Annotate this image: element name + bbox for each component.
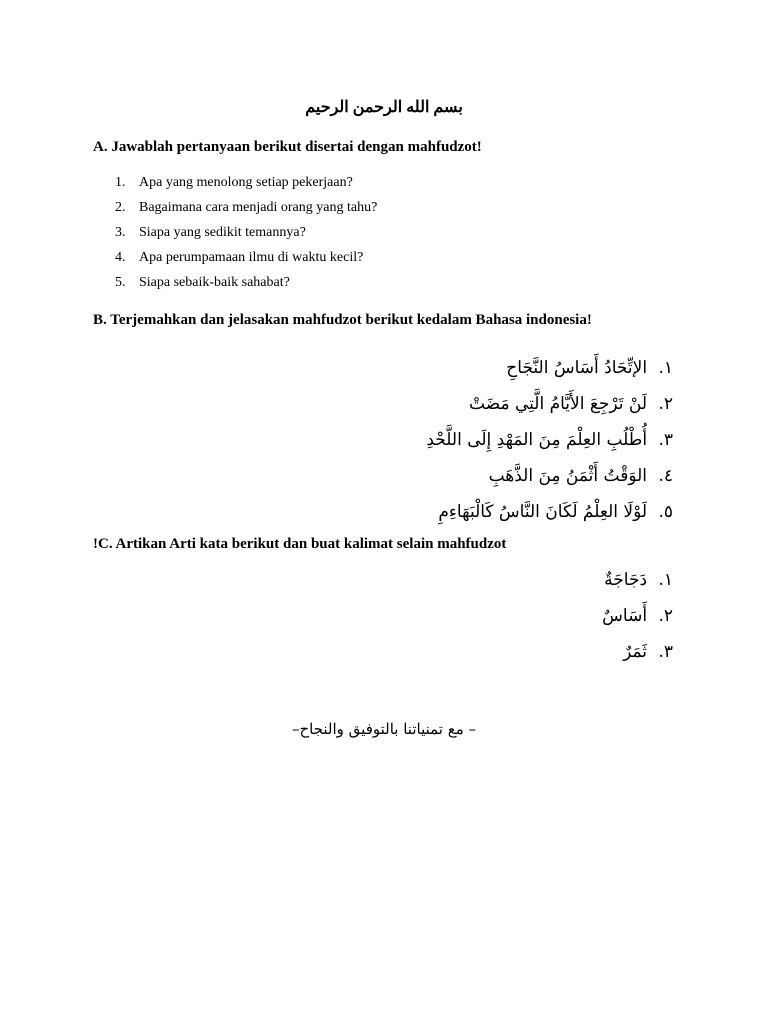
item-number: ٣.: [658, 642, 673, 662]
closing-wish: – مع تمنياتنا بالتوفيق والنجاح–: [291, 720, 477, 738]
item-number: ٣.: [658, 430, 673, 450]
section-c-heading: !C. Artikan Arti kata berikut dan buat kalimat selain mahfudzot: [93, 536, 507, 552]
list-item: [426, 390, 673, 426]
list-item: [115, 274, 377, 299]
question-number: 1.: [115, 175, 126, 190]
list-item: [426, 498, 673, 534]
arabic-text: أُطْلُبِ العِلْمَ مِنَ المَهْدِ إِلَى اللَّحْدِ: [426, 430, 648, 450]
question-text: Siapa yang sedikit temannya?: [139, 225, 306, 240]
question-number: 2.: [115, 200, 126, 215]
section-c-vocabulary-list: [602, 566, 673, 674]
list-item: [115, 249, 377, 274]
list-item: [115, 224, 377, 249]
arabic-word: دَجَاجَةٌ: [604, 570, 648, 590]
list-item: [426, 354, 673, 390]
item-number: ٤.: [658, 466, 673, 486]
arabic-text: لَوْلَا العِلْمُ لَكَانَ النَّاسُ كَالْبَهَاءِمِ: [438, 502, 648, 522]
list-item: [602, 566, 673, 602]
question-text: Siapa sebaik-baik sahabat?: [139, 275, 290, 290]
list-item: [602, 602, 673, 638]
list-item: [115, 174, 377, 199]
question-number: 5.: [115, 275, 126, 290]
question-text: Bagaimana cara menjadi orang yang tahu?: [139, 200, 378, 215]
list-item: [426, 426, 673, 462]
arabic-word: ثَمَرٌ: [623, 642, 648, 662]
question-text: Apa perumpamaan ilmu di waktu kecil?: [139, 250, 364, 265]
list-item: [115, 199, 377, 224]
list-item: [426, 462, 673, 498]
arabic-word: أَسَاسٌ: [602, 606, 648, 626]
arabic-text: الإتِّحَادُ أَسَاسُ النَّجَاحِ: [506, 358, 648, 378]
basmalah-title: بسم الله الرحمن الرحيم: [305, 99, 463, 116]
item-number: ٥.: [658, 502, 673, 522]
item-number: ٢.: [658, 606, 673, 626]
question-number: 3.: [115, 225, 126, 240]
section-a-heading: A. Jawablah pertanyaan berikut disertai dengan mahfudzot!: [93, 139, 482, 155]
item-number: ١.: [658, 570, 673, 590]
question-text: Apa yang menolong setiap pekerjaan?: [139, 175, 353, 190]
list-item: [602, 638, 673, 674]
section-a-question-list: [115, 174, 377, 299]
section-b-heading: B. Terjemahkan dan jelasakan mahfudzot berikut kedalam Bahasa indonesia!: [93, 312, 592, 328]
question-number: 4.: [115, 250, 126, 265]
arabic-text: الوَقْتُ أَثْمَنُ مِنَ الذَّهَبِ: [488, 466, 648, 486]
item-number: ٢.: [658, 394, 673, 414]
section-b-mahfudzot-list: [426, 354, 673, 534]
item-number: ١.: [658, 358, 673, 378]
arabic-text: لَنْ تَرْجِعَ الأَيَّامُ الَّتِي مَضَتْ: [469, 394, 648, 414]
